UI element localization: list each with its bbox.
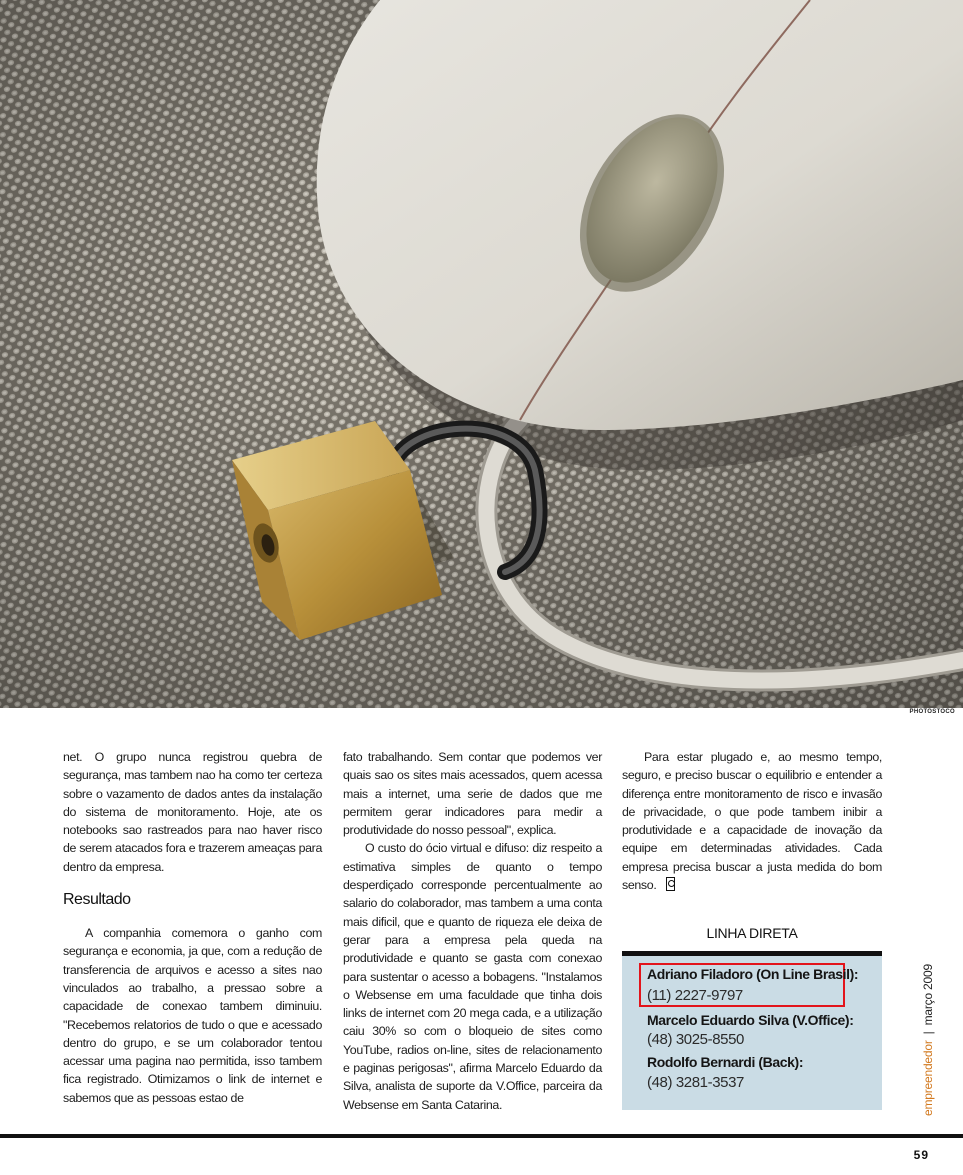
paragraph-with-end-mark [622,748,882,894]
paragraph: A companhia comemora o ganho com segurança e economia, ja que, com a redução de transferencia de arquivos e acesso a sites nao vinculados ao trabalho, a pressao sobre a capacidade de conexao tambem diminuiu. "Recebemos relatorios de tudo o que e acessado dentro do grupo, e se um colaborador tentou acessar uma pagina nao permitida, isso tambem fica registrado. Otimizamos o link de internet e sabemos que as pessoas estao de [63,926,322,1105]
magazine-sidebar-label [921,964,935,1116]
paragraph: O custo do ócio virtual e difuso: diz respeito a estimativa simples de quanto o tempo desperdiçado corresponde percentualmente ao salario do colaborador, mas tambem a uma conta mais dificil, que e quanto de riqueza ele deixa de gerar para a empresa pela queda na produtividade e quanto se gasta com conexao para sustentar o acesso a bobagens. "Instalamos o Websense em uma faculdade que tinha dois links de internet com 20 mega cada, e a utilização caiu 30% so com o bloqueio de sites como YouTube, radios on-line, sites de relacionamento e paginas perigosas", afirma Marcelo Eduardo da Silva, analista de suporte da V.Office, parceira da Websense em Santa Catarina. [343,841,602,1112]
contact-phone: (11) 2227-9797 [647,987,743,1004]
linha-direta-title: LINHA DIRETA [706,925,798,941]
magazine-name: empreendedor [921,1040,935,1116]
linha-direta-box [622,956,882,1110]
footer-rule [0,1134,963,1138]
paragraph: Para estar plugado e, ao mesmo tempo, seguro, e preciso buscar o equilibrio e entender a diferença entre monitoramento de risco e invasão de privacidade, o que pode tambem inibir a produtividade e a capacidade de inovação da equipe em determinadas atividades. Cada empresa precisa buscar a justa medida do bom senso. [622,750,882,893]
contact-name: Marcelo Eduardo Silva (V.Office): [647,1012,854,1028]
separator: | [921,1031,935,1035]
article-column-3 [622,748,882,894]
contact-phone: (48) 3281-3537 [647,1074,744,1091]
article-end-icon [666,877,675,891]
paragraph: fato trabalhando. Sem contar que podemos ver quais sao os sites mais acessados, quem acessa mais a internet, uma serie de dados que me permitem gerar indicadores para medir a produtividade do nosso pessoal", explica. [343,750,602,838]
section-heading: Resultado [63,891,131,909]
contact-phone: (48) 3025-8550 [647,1031,744,1048]
article-column-2 [343,748,602,1114]
photo-credit: PHOTOSTOCO [909,709,955,715]
article-column-1 [63,748,322,1107]
contact-name: Rodolfo Bernardi (Back): [647,1054,804,1070]
paragraph: net. O grupo nunca registrou quebra de segurança, mas tambem nao ha como ter certeza sobre o vazamento de dados antes da instalação do sistema de monitoramento. Hoje, ate os notebooks sao rastreados para nao haver risco de serem atacados fora e trazerem ameaças para dentro da empresa. [63,750,322,874]
issue-date: março 2009 [921,964,935,1026]
contact-name: Adriano Filadoro (On Line Brasil): [647,966,859,982]
page-number: 59 [913,1148,929,1162]
